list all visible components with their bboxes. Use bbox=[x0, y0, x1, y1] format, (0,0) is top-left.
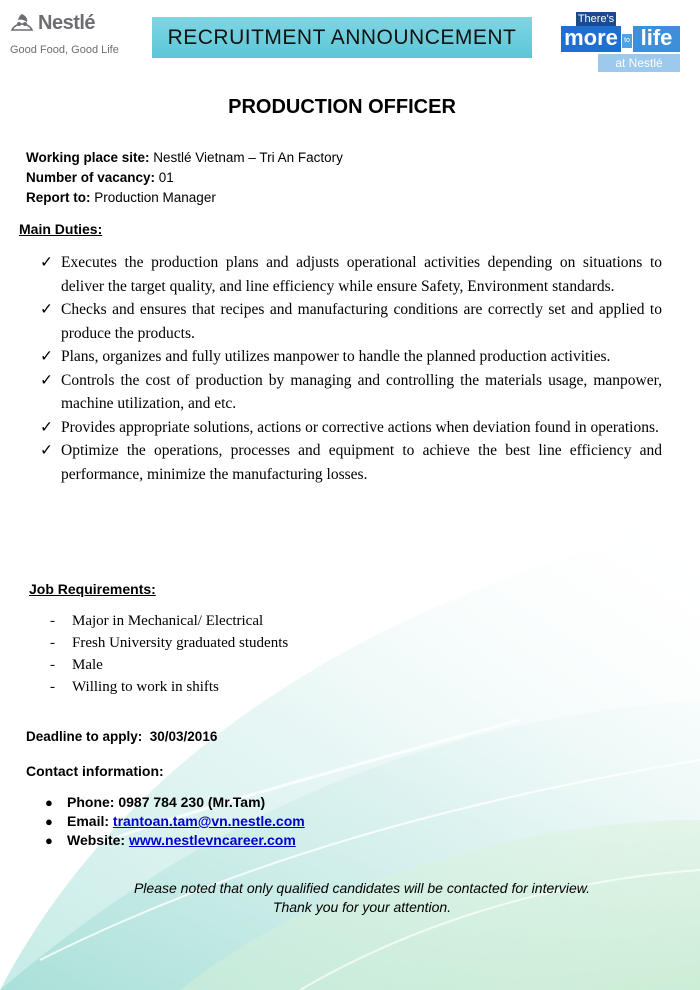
deadline: Deadline to apply: 30/03/2016 bbox=[26, 729, 218, 744]
bullet-icon: ● bbox=[45, 814, 53, 829]
dash-bullet-icon: - bbox=[50, 657, 55, 673]
recruitment-banner: RECRUITMENT ANNOUNCEMENT bbox=[152, 17, 532, 58]
vacancy-label: Number of vacancy: bbox=[26, 170, 156, 185]
duty-text: Provides appropriate solutions, actions or corrective actions when deviation found in operations. bbox=[61, 418, 659, 436]
list-item bbox=[50, 676, 288, 698]
vacancy-row bbox=[26, 168, 343, 188]
brand-tagline: Good Food, Good Life bbox=[10, 44, 119, 56]
website-label: Website: bbox=[67, 832, 126, 848]
vacancy-value: 01 bbox=[155, 170, 174, 185]
bullet-icon: ● bbox=[45, 795, 53, 810]
contact-heading: Contact information: bbox=[26, 763, 164, 779]
list-item bbox=[40, 416, 662, 440]
badge-word: life bbox=[633, 26, 680, 52]
more-to-life-badge bbox=[558, 12, 680, 72]
working-site-label: Working place site: bbox=[26, 150, 150, 165]
requirements-list bbox=[50, 610, 288, 698]
requirement-text: Fresh University graduated students bbox=[72, 635, 289, 651]
email-link[interactable]: trantoan.tam@vn.nestle.com bbox=[112, 813, 305, 829]
working-site-row bbox=[26, 148, 343, 168]
contact-list bbox=[44, 793, 305, 850]
checkmark-icon: ✓ bbox=[40, 254, 53, 271]
list-item bbox=[50, 654, 288, 676]
duties-list bbox=[40, 251, 662, 486]
checkmark-icon: ✓ bbox=[40, 418, 53, 436]
list-item bbox=[40, 439, 662, 486]
report-label: Report to: bbox=[26, 190, 91, 205]
list-item bbox=[44, 831, 305, 850]
nestle-logo bbox=[8, 10, 138, 60]
requirement-text: Major in Mechanical/ Electrical bbox=[72, 613, 264, 629]
footer-line: Please noted that only qualified candidates will be contacted for interview. bbox=[133, 880, 591, 896]
list-item bbox=[44, 793, 305, 812]
page-title: PRODUCTION OFFICER bbox=[228, 96, 456, 118]
badge-word: more bbox=[561, 26, 621, 52]
dash-bullet-icon: - bbox=[50, 635, 55, 651]
requirement-text: Willing to work in shifts bbox=[72, 679, 219, 695]
duty-text: Checks and ensures that recipes and manufacturing conditions are correctly set and applied to produce the products. bbox=[61, 301, 662, 342]
phone-value: 0987 784 230 (Mr.Tam) bbox=[118, 794, 266, 810]
checkmark-icon: ✓ bbox=[40, 348, 53, 365]
list-item bbox=[40, 345, 662, 369]
duty-text: Plans, organizes and fully utilizes manpower to handle the planned production activities. bbox=[61, 348, 611, 365]
checkmark-icon: ✓ bbox=[40, 442, 53, 459]
list-item bbox=[40, 369, 662, 416]
badge-word: There's bbox=[577, 13, 615, 25]
duties-heading: Main Duties: bbox=[19, 221, 103, 237]
footer-note bbox=[0, 879, 700, 917]
badge-word: at Nestlé bbox=[598, 54, 680, 72]
duty-text: Executes the production plans and adjusts operational activities depending on situations to deliver the target quality, and line efficiency while ensure Safety, Environment standards. bbox=[61, 254, 662, 295]
brand-name: Nestlé bbox=[38, 12, 96, 34]
nest-birds-icon bbox=[10, 12, 34, 34]
job-info bbox=[26, 148, 343, 208]
list-item bbox=[50, 610, 288, 632]
list-item bbox=[40, 298, 662, 345]
dash-bullet-icon: - bbox=[50, 679, 55, 695]
working-site-value: Nestlé Vietnam – Tri An Factory bbox=[149, 150, 343, 165]
footer-line: Thank you for your attention. bbox=[272, 899, 452, 915]
requirements-heading: Job Requirements: bbox=[29, 581, 156, 597]
duty-text: Controls the cost of production by managing and controlling the materials usage, manpower, machine utilization, and etc. bbox=[61, 371, 662, 412]
list-item bbox=[40, 251, 662, 298]
list-item bbox=[50, 632, 288, 654]
badge-word: to bbox=[622, 34, 632, 48]
checkmark-icon: ✓ bbox=[40, 301, 53, 318]
list-item bbox=[44, 812, 305, 831]
phone-label: Phone: bbox=[67, 794, 115, 810]
report-value: Production Manager bbox=[90, 190, 216, 205]
duty-text: Optimize the operations, processes and equipment to achieve the best line efficiency and performance, minimize the manufacturing losses. bbox=[61, 442, 662, 483]
website-link[interactable]: www.nestlevncareer.com bbox=[128, 832, 296, 848]
email-label: Email: bbox=[67, 813, 110, 829]
bullet-icon: ● bbox=[45, 833, 53, 848]
report-row bbox=[26, 188, 343, 208]
checkmark-icon: ✓ bbox=[40, 371, 53, 389]
requirement-text: Male bbox=[72, 657, 103, 673]
dash-bullet-icon: - bbox=[50, 613, 55, 629]
